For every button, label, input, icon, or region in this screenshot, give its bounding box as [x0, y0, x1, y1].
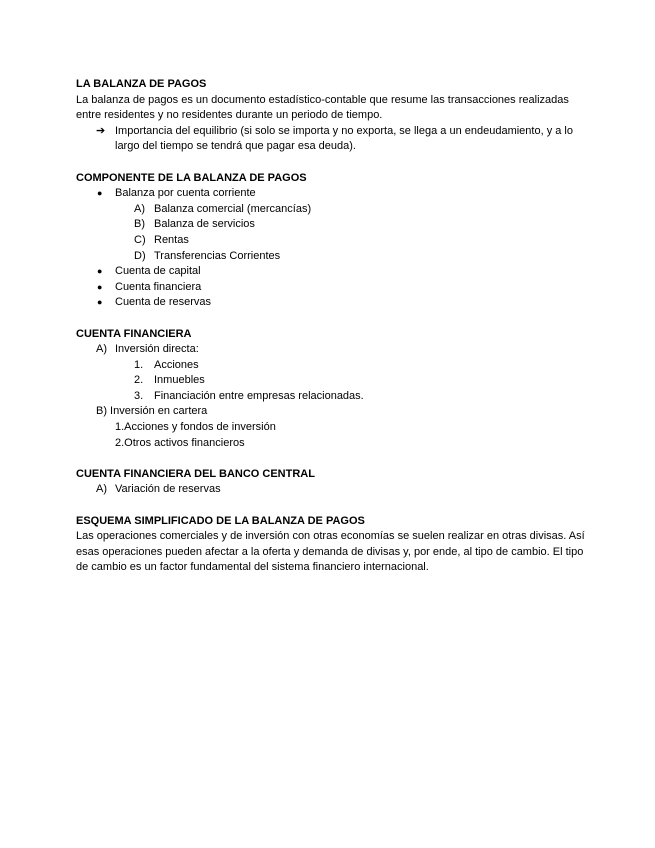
bullet-item-label: Cuenta financiera — [115, 280, 202, 293]
subitem-label: Rentas — [154, 233, 189, 246]
arrow-item-text: Importancia del equilibrio (si solo se importa y no exporta, se llega a un endeudamiento, y a lo largo del tiempo se tendrá que pagar esa deuda). — [115, 124, 573, 153]
subitem-acciones — [76, 358, 586, 374]
subitem-marker: A) — [134, 202, 145, 215]
section-heading-componente: COMPONENTE DE LA BALANZA DE PAGOS — [76, 171, 307, 184]
bullet-item-label: Cuenta de capital — [115, 265, 201, 278]
subitem-label: Transferencias Corrientes — [154, 249, 281, 262]
subitem-inmuebles — [76, 373, 586, 389]
subitem-marker: C) — [134, 233, 146, 246]
list-marker: A) — [96, 483, 107, 496]
subitem-label: Balanza de servicios — [154, 218, 255, 231]
section-heading-esquema: ESQUEMA SIMPLIFICADO DE LA BALANZA DE PAGOS — [76, 514, 365, 527]
subitem-rentas — [76, 233, 586, 249]
list-marker: A) — [96, 343, 107, 356]
esquema-paragraph: Las operaciones comerciales y de inversión con otras economías se suelen realizar en otras divisas. Así esas operaciones pueden afectar a la oferta y demanda de divisas y, por ende, al tipo de cambio. El tipo de cambio es un factor fundamental del sistema financiero internacional. — [76, 530, 585, 574]
bullet-item-label: Cuenta de reservas — [115, 296, 211, 309]
bullet-item-cuenta-reservas — [76, 295, 586, 311]
bullet-icon: ● — [97, 281, 103, 292]
list-item-label: Variación de reservas — [115, 483, 221, 496]
bullet-icon: ● — [97, 266, 103, 277]
section-heading-balanza: LA BALANZA DE PAGOS — [76, 78, 207, 90]
list-item-inversion-directa — [76, 342, 586, 358]
bullet-item-cuenta-corriente — [76, 186, 586, 202]
subitem-financiacion — [76, 389, 586, 405]
subitem-acciones-fondos: 1.Acciones y fondos de inversión — [115, 421, 276, 434]
subitem-marker: 1. — [134, 358, 144, 371]
arrow-icon: ➔ — [96, 124, 106, 137]
section-heading-cuenta-financiera: CUENTA FINANCIERA — [76, 327, 192, 340]
list-item-label: Inversión directa: — [115, 343, 199, 356]
subitem-marker: D) — [134, 249, 146, 262]
subitem-marker: 2. — [134, 374, 144, 387]
bullet-icon: ● — [97, 188, 103, 199]
subitem-otros-activos: 2.Otros activos financieros — [115, 436, 245, 449]
bullet-item-cuenta-capital — [76, 264, 586, 280]
document-page — [76, 77, 586, 576]
bullet-item-label: Balanza por cuenta corriente — [115, 187, 256, 200]
arrow-list-item — [76, 124, 586, 155]
subitem-balanza-comercial — [76, 202, 586, 218]
bullet-item-cuenta-financiera — [76, 280, 586, 296]
subitem-label: Inmuebles — [154, 374, 205, 387]
list-item-variacion-reservas — [76, 482, 586, 498]
subitem-marker: 3. — [134, 389, 144, 402]
subitem-marker: B) — [134, 218, 145, 231]
subitem-balanza-servicios — [76, 217, 586, 233]
subitem-label: Balanza comercial (mercancías) — [154, 202, 312, 215]
list-item-inversion-cartera: B) Inversión en cartera — [96, 405, 208, 418]
subitem-label: Acciones — [154, 358, 199, 371]
balanza-paragraph: La balanza de pagos es un documento estadístico-contable que resume las transacciones realizadas entre residentes y no residentes durante un periodo de tiempo. — [76, 93, 569, 122]
bullet-icon: ● — [97, 297, 103, 308]
subitem-label: Financiación entre empresas relacionadas. — [154, 389, 364, 402]
subitem-transferencias — [76, 249, 586, 265]
section-heading-banco-central: CUENTA FINANCIERA DEL BANCO CENTRAL — [76, 467, 315, 480]
